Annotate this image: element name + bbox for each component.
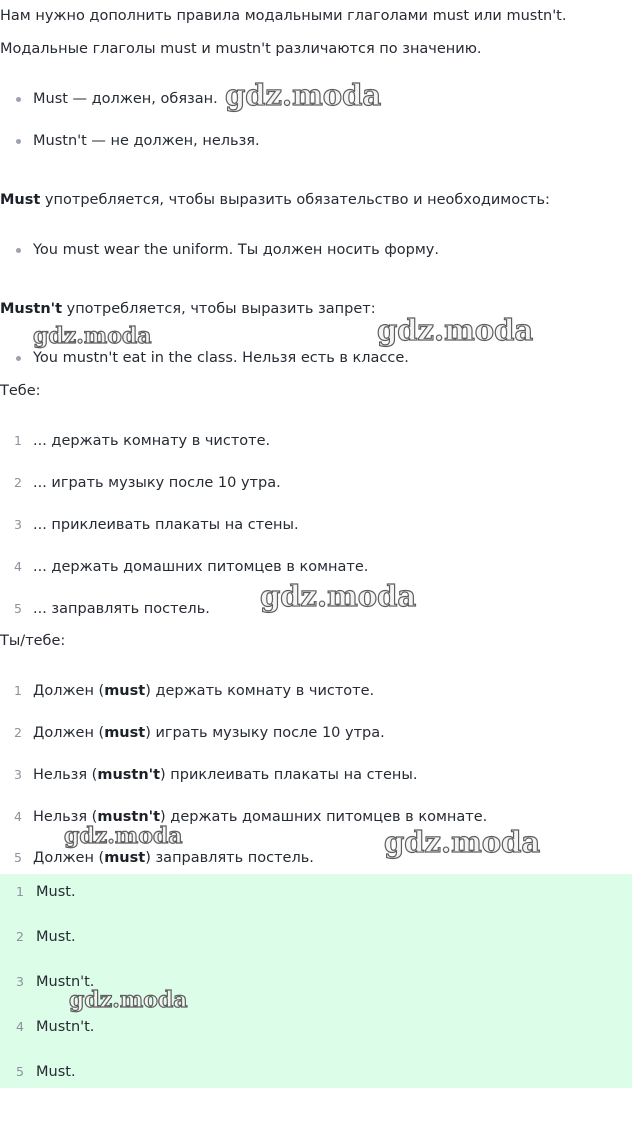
must-rule-word: Must (0, 192, 41, 208)
bullet-dot-icon (16, 248, 21, 253)
task-item-text: ... играть музыку после 10 утра. (33, 475, 281, 491)
bullet-dot-icon (16, 97, 21, 102)
solution-item-before: Нельзя ( (33, 767, 98, 783)
solution-item-after: ) держать домашних питомцев в комнате. (160, 809, 488, 825)
watermark: gdz.moda (69, 987, 188, 1013)
task-item-number: 5 (14, 601, 22, 616)
meaning-mustnt-text: Mustn't — не должен, нельзя. (33, 133, 260, 149)
must-rule-text: употребляется, чтобы выразить обязательство и необходимость: (40, 192, 550, 208)
answer-item (16, 882, 76, 902)
mustnt-rule (0, 299, 376, 319)
solution-item (14, 723, 385, 743)
solution-item-before: Нельзя ( (33, 809, 98, 825)
answer-item (16, 927, 76, 947)
answer-item-text: Must. (36, 929, 76, 945)
answer-item-number: 5 (16, 1064, 24, 1079)
answer-item-number: 4 (16, 1019, 24, 1034)
task-item (14, 557, 369, 577)
task-item-number: 4 (14, 559, 22, 574)
meaning-must (33, 89, 218, 109)
answer-item (16, 1062, 76, 1082)
intro-line-2: Модальные глаголы must и mustn't различаются по значению. (0, 41, 482, 57)
meaning-must-text: Must — должен, обязан. (33, 91, 218, 107)
task-item-number: 1 (14, 433, 22, 448)
watermark: gdz.moda (260, 579, 417, 613)
solution-item-number: 3 (14, 767, 22, 782)
solution-item-number: 5 (14, 850, 22, 865)
answer-item-number: 2 (16, 929, 24, 944)
bullet-dot-icon (16, 356, 21, 361)
mustnt-rule-text: употребляется, чтобы выразить запрет: (62, 301, 376, 317)
task-item (14, 431, 271, 451)
solution-item-after: ) играть музыку после 10 утра. (145, 725, 385, 741)
task-item (14, 473, 281, 493)
solution-item-modal: mustn't (97, 767, 161, 783)
task-item (14, 599, 210, 619)
solution-item-before: Должен ( (33, 725, 105, 741)
bullet-dot-icon (16, 139, 21, 144)
task-item-text: ... приклеивать плакаты на стены. (33, 517, 299, 533)
answer-item-number: 1 (16, 884, 24, 899)
mustnt-example-text: You mustn't eat in the class. Нельзя есть в классе. (33, 350, 409, 366)
solution-label: Ты/тебе: (0, 633, 66, 649)
solution-item-modal: mustn't (97, 809, 161, 825)
must-rule (0, 190, 550, 210)
watermark: gdz.moda (225, 78, 382, 112)
solution-item-number: 2 (14, 725, 22, 740)
solution-item-modal: must (104, 850, 146, 866)
answer-item (16, 1017, 95, 1037)
solution-item (14, 681, 375, 701)
watermark: gdz.moda (377, 313, 534, 347)
watermark: gdz.moda (33, 323, 152, 349)
mustnt-example (33, 348, 409, 368)
solution-item-modal: must (104, 725, 146, 741)
solution-item-after: ) заправлять постель. (145, 850, 314, 866)
must-example-text: You must wear the uniform. Ты должен носить форму. (33, 242, 439, 258)
answer-box (0, 874, 632, 1088)
answer-item-text: Mustn't. (36, 974, 95, 990)
meaning-mustnt (33, 131, 260, 151)
intro-line-1: Нам нужно дополнить правила модальными глаголами must или mustn't. (0, 8, 567, 24)
task-item-text: ... заправлять постель. (33, 601, 210, 617)
solution-item (14, 765, 418, 785)
watermark: gdz.moda (64, 823, 183, 849)
answer-item-number: 3 (16, 974, 24, 989)
task-item-number: 3 (14, 517, 22, 532)
task-item-text: ... держать комнату в чистоте. (33, 433, 271, 449)
solution-item-after: ) держать комнату в чистоте. (145, 683, 375, 699)
solution-item-after: ) приклеивать плакаты на стены. (160, 767, 418, 783)
solution-item-before: Должен ( (33, 850, 105, 866)
task-item-text: ... держать домашних питомцев в комнате. (33, 559, 369, 575)
task-label: Тебе: (0, 383, 41, 399)
must-example (33, 240, 439, 260)
solution-item-before: Должен ( (33, 683, 105, 699)
solution-item (14, 848, 314, 868)
answer-item-text: Must. (36, 884, 76, 900)
answer-item-text: Mustn't. (36, 1019, 95, 1035)
solution-item-number: 4 (14, 809, 22, 824)
mustnt-rule-word: Mustn't (0, 301, 63, 317)
solution-item-modal: must (104, 683, 146, 699)
watermark: gdz.moda (384, 825, 541, 859)
task-item (14, 515, 299, 535)
solution-item-number: 1 (14, 683, 22, 698)
task-item-number: 2 (14, 475, 22, 490)
answer-item-text: Must. (36, 1064, 76, 1080)
